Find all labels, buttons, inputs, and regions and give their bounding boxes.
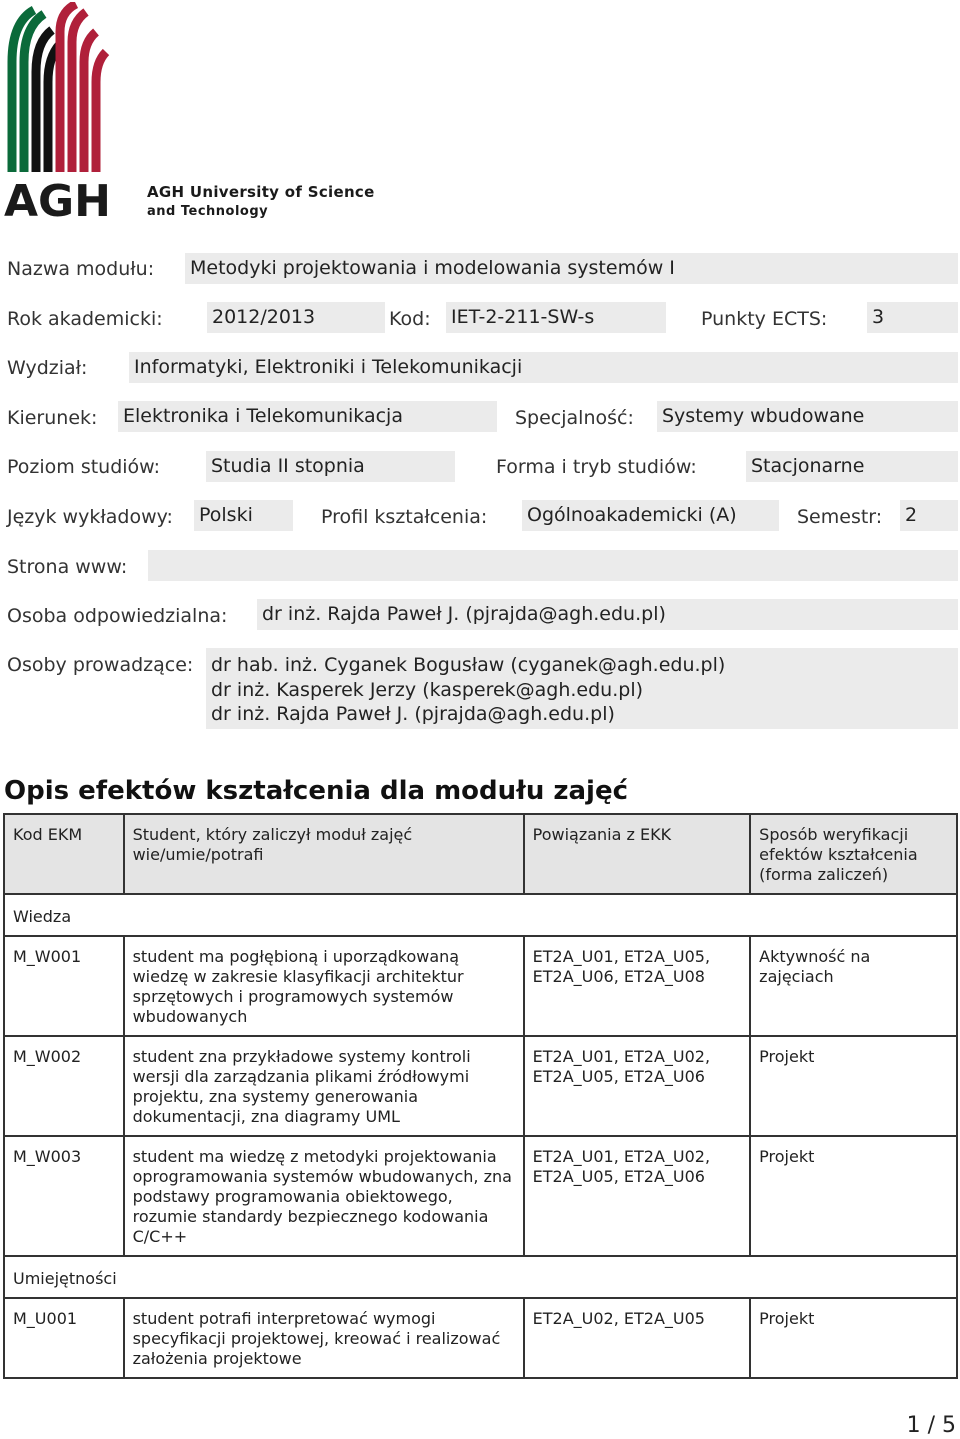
ekm-table (3, 813, 958, 1379)
row-verify: Projekt (750, 1136, 957, 1256)
language-value: Polski (194, 500, 293, 531)
table-row (4, 1298, 957, 1378)
header-student: Student, który zaliczył moduł zajęć wie/umie/potrafi (124, 814, 524, 894)
faculty-label: Wydział: (7, 357, 88, 379)
row-ekk: ET2A_U01, ET2A_U05, ET2A_U06, ET2A_U08 (524, 936, 751, 1036)
table-row (4, 1036, 957, 1136)
row-verify: Aktywność na zajęciach (750, 936, 957, 1036)
group-skills: Umiejętności (4, 1256, 957, 1298)
header-kod-ekm: Kod EKM (4, 814, 124, 894)
row-code: M_W002 (4, 1036, 124, 1136)
table-header-row (4, 814, 957, 894)
www-label: Strona www: (7, 556, 128, 578)
row-code: M_W003 (4, 1136, 124, 1256)
code-value: IET-2-211-SW-s (446, 302, 666, 333)
field-label: Kierunek: (7, 407, 98, 429)
university-line-2: and Technology (147, 204, 269, 219)
university-name (147, 183, 375, 221)
language-label: Język wykładowy: (7, 506, 173, 528)
header-verification: Sposób weryfikacji efektów kształcenia (forma zaliczeń) (750, 814, 957, 894)
specialty-label: Specjalność: (515, 407, 634, 429)
level-value: Studia II stopnia (206, 451, 455, 482)
profile-value: Ogólnoakademicki (A) (522, 500, 779, 531)
semester-label: Semestr: (797, 506, 883, 528)
field-value: Elektronika i Telekomunikacja (118, 401, 497, 432)
group-knowledge: Wiedza (4, 894, 957, 936)
teachers-value (206, 648, 958, 729)
ects-value: 3 (867, 302, 958, 333)
year-label: Rok akademicki: (7, 308, 163, 330)
row-ekk: ET2A_U01, ET2A_U02, ET2A_U05, ET2A_U06 (524, 1136, 751, 1256)
logo-agh-text: AGH (4, 176, 111, 222)
row-ekk: ET2A_U01, ET2A_U02, ET2A_U05, ET2A_U06 (524, 1036, 751, 1136)
row-desc: student ma wiedzę z metodyki projektowania oprogramowania systemów wbudowanych, zna podstawy programowania obiektowego, rozumie standardy bezpiecznego kodowania C/C++ (124, 1136, 524, 1256)
row-desc: student zna przykładowe systemy kontroli wersji dla zarządzania plikami źródłowymi projektu, zna systemy generowania dokumentacji, zna diagramy UML (124, 1036, 524, 1136)
university-line-1: AGH University of Science (147, 183, 375, 201)
row-desc: student potrafi interpretować wymogi specyfikacji projektowej, kreować i realizować założenia projektowe (124, 1298, 524, 1378)
specialty-value: Systemy wbudowane (657, 401, 958, 432)
section-title: Opis efektów kształcenia dla modułu zajęć (4, 776, 629, 806)
header-ekk: Powiązania z EKK (524, 814, 751, 894)
row-verify: Projekt (750, 1036, 957, 1136)
form-label: Forma i tryb studiów: (496, 456, 697, 478)
row-verify: Projekt (750, 1298, 957, 1378)
module-name-label: Nazwa modułu: (7, 258, 155, 280)
profile-label: Profil kształcenia: (321, 506, 488, 528)
table-row (4, 1136, 957, 1256)
table-row (4, 936, 957, 1036)
responsible-label: Osoba odpowiedzialna: (7, 605, 228, 627)
module-name-value: Metodyki projektowania i modelowania systemów I (185, 253, 958, 284)
row-code: M_W001 (4, 936, 124, 1036)
responsible-value: dr inż. Rajda Paweł J. (pjrajda@agh.edu.pl) (257, 599, 958, 630)
semester-value: 2 (900, 500, 958, 531)
teachers-label: Osoby prowadzące: (7, 654, 194, 676)
www-value[interactable] (148, 550, 958, 581)
code-label: Kod: (389, 308, 431, 330)
row-code: M_U001 (4, 1298, 124, 1378)
row-desc: student ma pogłębioną i uporządkowaną wiedzę w zakresie klasyfikacji architektur sprzętowych i programowych systemów wbudowanych (124, 936, 524, 1036)
row-ekk: ET2A_U02, ET2A_U05 (524, 1298, 751, 1378)
year-value: 2012/2013 (207, 302, 385, 333)
table-group-row (4, 1256, 957, 1298)
teacher-item: dr inż. Kasperek Jerzy (kasperek@agh.edu.pl) (211, 678, 644, 701)
form-value: Stacjonarne (746, 451, 958, 482)
ects-label: Punkty ECTS: (701, 308, 828, 330)
level-label: Poziom studiów: (7, 456, 161, 478)
page-number: 1 / 5 (906, 1413, 956, 1438)
teacher-item: dr inż. Rajda Paweł J. (pjrajda@agh.edu.pl) (211, 703, 615, 725)
faculty-value: Informatyki, Elektroniki i Telekomunikacji (129, 352, 958, 383)
table-group-row (4, 894, 957, 936)
teacher-item: dr hab. inż. Cyganek Bogusław (cyganek@agh.edu.pl) (211, 654, 726, 676)
